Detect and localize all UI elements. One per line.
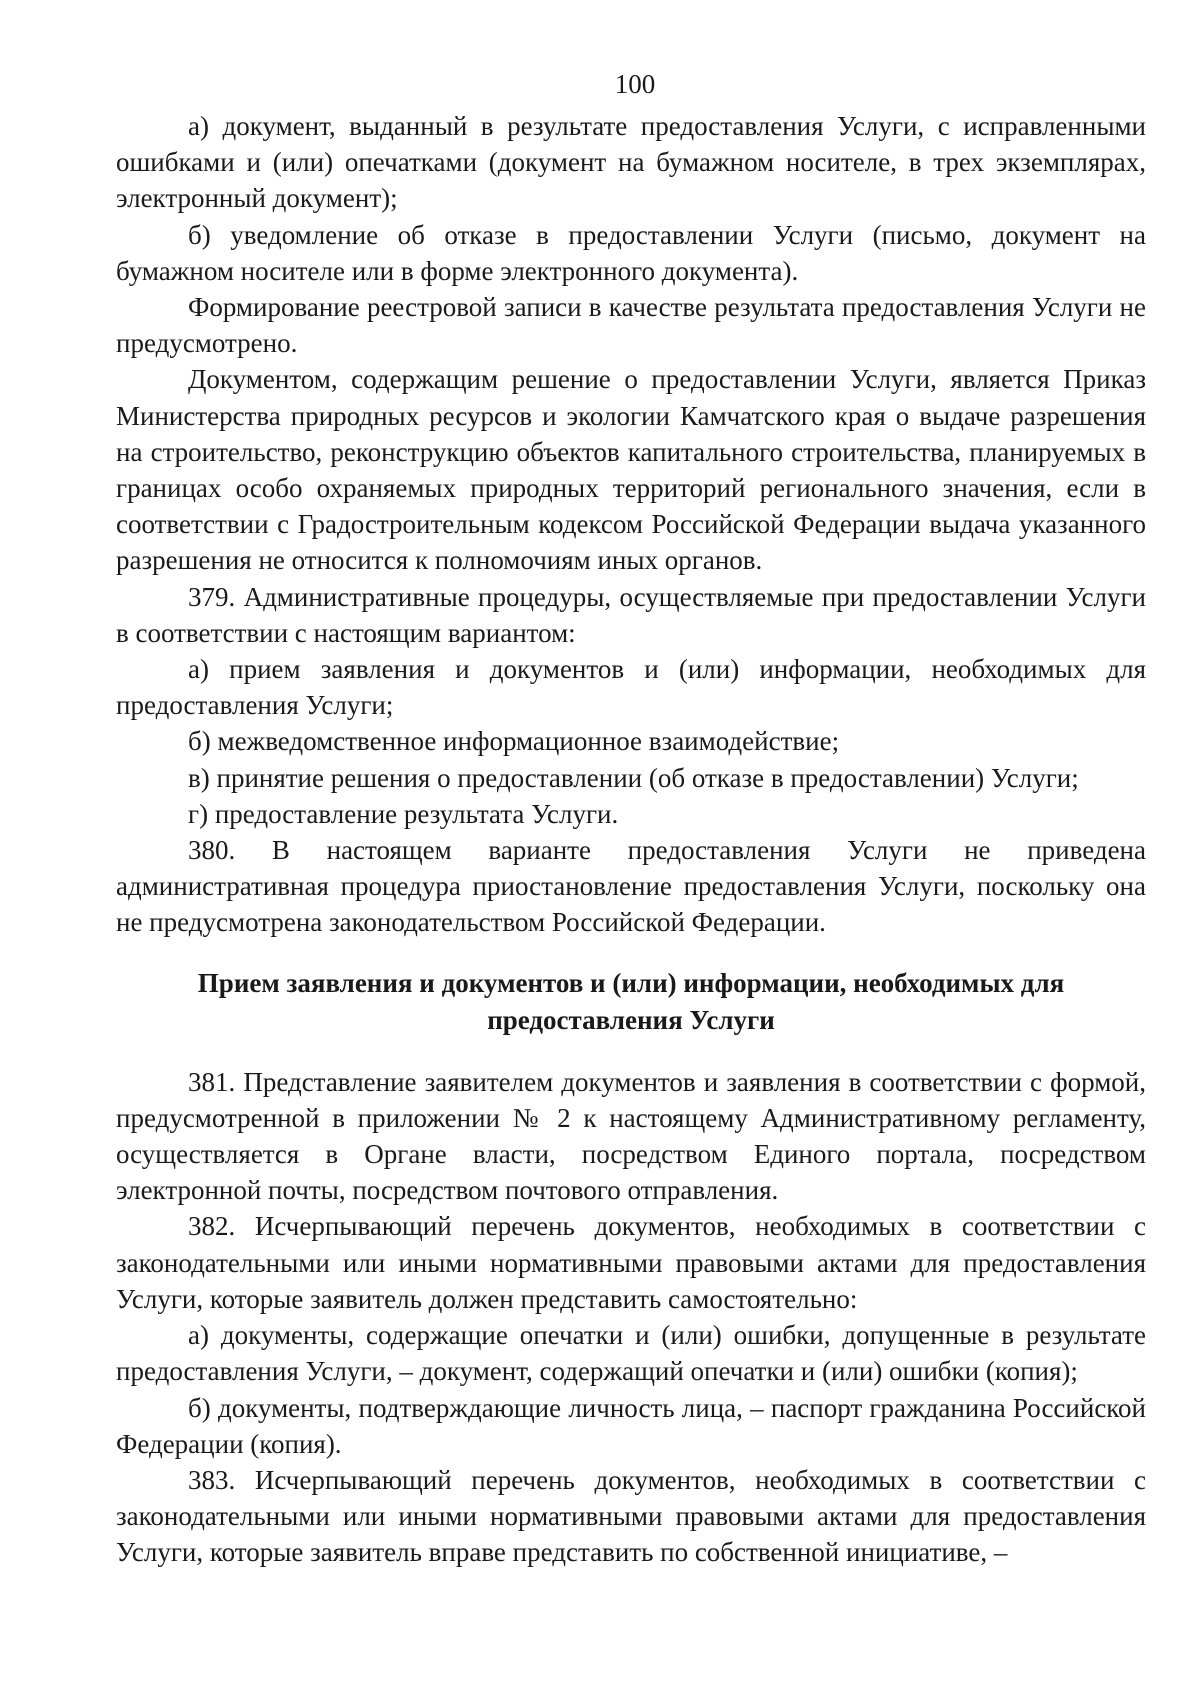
paragraph-382-item-b: б) документы, подтверждающие личность лица, – паспорт гражданина Российской Федерации (копия).: [116, 1392, 1146, 1459]
paragraph-379: 379. Административные процедуры, осуществляемые при предоставлении Услуги в соответствии с настоящим вариантом:: [116, 581, 1146, 648]
paragraph-379-item-a: а) прием заявления и документов и (или) информации, необходимых для предоставления Услуги;: [116, 654, 1146, 721]
paragraph-item-b-refusal-notice: б) уведомление об отказе в предоставлении Услуги (письмо, документ на бумажном носителе или в форме электронного документа).: [116, 219, 1146, 286]
paragraph-382-item-a: а) документы, содержащие опечатки и (или) ошибки, допущенные в результате предоставления Услуги, – документ, содержащий опечатки и (или) ошибки (копия);: [116, 1320, 1146, 1387]
paragraph-registry-record: Формирование реестровой записи в качестве результата предоставления Услуги не предусмотрено.: [116, 292, 1146, 359]
page-number: 100: [614, 69, 656, 99]
paragraph-383: 383. Исчерпывающий перечень документов, необходимых в соответствии с законодательными или иными нормативными правовыми актами для предоставления Услуги, которые заявитель вправе представить по собственной инициативе, –: [116, 1464, 1146, 1568]
paragraph-380: 380. В настоящем варианте предоставления Услуги не приведена административная процедура приостановление предоставления Услуги, поскольку она не предусмотрена законодательством Российской Федерации.: [116, 835, 1146, 938]
section-heading: Прием заявления и документов и (или) информации, необходимых для предоставления Услуги: [197, 967, 1065, 1035]
paragraph-item-a-result-document: а) документ, выданный в результате предоставления Услуги, с исправленными ошибками и (или) опечатками (документ на бумажном носителе, в трех экземплярах, электронный документ);: [116, 111, 1146, 214]
paragraph-decision-document: Документом, содержащим решение о предоставлении Услуги, является Приказ Министерства природных ресурсов и экологии Камчатского края о выдаче разрешения на строительство, реконструкцию объектов капитального строительства, планируемых в границах особо охраняемых природных территорий регионального значения, если в соответствии с Градостроительным кодексом Российской Федерации выдача указанного разрешения не относится к полномочиям иных органов.: [116, 364, 1146, 576]
paragraph-379-item-v: в) принятие решения о предоставлении (об отказе в предоставлении) Услуги;: [188, 762, 1079, 793]
paragraph-379-item-b: б) межведомственное информационное взаимодействие;: [188, 726, 840, 757]
document-page: [116, 66, 1146, 1571]
paragraph-381: 381. Представление заявителем документов и заявления в соответствии с формой, предусмотренной в приложении № 2 к настоящему Административному регламенту, осуществляется в Органе власти, посредством Единого портала, посредством электронной почты, посредством почтового отправления.: [116, 1066, 1146, 1206]
paragraph-379-item-g: г) предоставление результата Услуги.: [188, 798, 619, 829]
paragraph-382: 382. Исчерпывающий перечень документов, необходимых в соответствии с законодательными или иными нормативными правовыми актами для предоставления Услуги, которые заявитель должен представить самостоятельно:: [116, 1211, 1146, 1314]
